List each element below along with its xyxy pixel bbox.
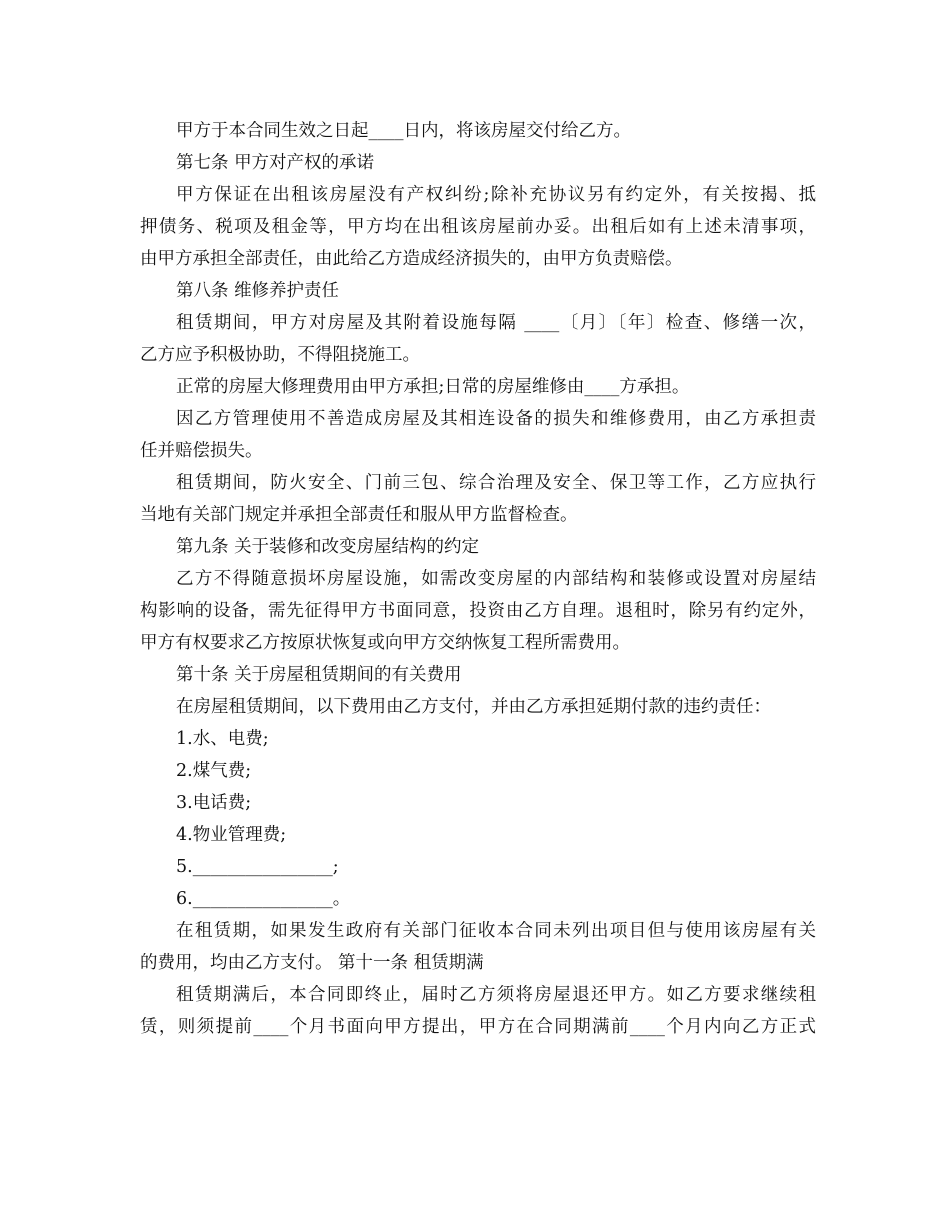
text-line: 租赁期间，甲方对房屋及其附着设施每隔 ____〔月〕〔年〕检查、修缮一次， xyxy=(176,313,816,333)
text-line: 的费用，均由乙方支付。 第十一条 租赁期满 xyxy=(140,953,484,973)
text-line: 乙方不得随意损坏房屋设施，如需改变房屋的内部结构和装修或设置对房屋结 xyxy=(176,569,816,589)
document-body xyxy=(140,115,816,1043)
text-line: 因乙方管理使用不善造成房屋及其相连设备的损失和维修费用，由乙方承担责 xyxy=(176,409,816,429)
text-line: 甲方保证在出租该房屋没有产权纠纷;除补充协议另有约定外，有关按揭、抵 xyxy=(176,185,816,205)
list-item: 5.________________; xyxy=(176,857,339,877)
list-item: 2.煤气费; xyxy=(176,761,252,781)
text-line: 甲方有权要求乙方按原状恢复或向甲方交纳恢复工程所需费用。 xyxy=(140,633,630,653)
section-heading: 第九条 关于装修和改变房屋结构的约定 xyxy=(176,537,480,557)
list-item: 4.物业管理费; xyxy=(176,825,287,845)
text-line: 在房屋租赁期间，以下费用由乙方支付，并由乙方承担延期付款的违约责任： xyxy=(176,697,771,717)
text-line: 赁，则须提前____个月书面向甲方提出，甲方在合同期满前____个月内向乙方正式 xyxy=(140,1017,816,1037)
text-line: 由甲方承担全部责任，由此给乙方造成经济损失的，由甲方负责赔偿。 xyxy=(140,249,683,269)
text-line: 任并赔偿损失。 xyxy=(140,441,263,461)
section-heading: 第七条 甲方对产权的承诺 xyxy=(176,153,375,173)
text-line: 租赁期满后，本合同即终止，届时乙方须将房屋退还甲方。如乙方要求继续租 xyxy=(176,985,816,1005)
text-line: 在租赁期，如果发生政府有关部门征收本合同未列出项目但与使用该房屋有关 xyxy=(176,921,816,941)
text-line: 押债务、税项及租金等，甲方均在出租该房屋前办妥。出租后如有上述未清事项， xyxy=(140,217,816,237)
text-line: 构影响的设备，需先征得甲方书面同意，投资由乙方自理。退租时，除另有约定外， xyxy=(140,601,816,621)
text-line: 乙方应予积极协助，不得阻挠施工。 xyxy=(140,345,420,365)
text-line: 甲方于本合同生效之日起____日内，将该房屋交付给乙方。 xyxy=(176,121,631,141)
section-heading: 第八条 维修养护责任 xyxy=(176,281,340,301)
text-line: 当地有关部门规定并承担全部责任和服从甲方监督检查。 xyxy=(140,505,578,525)
list-item: 1.水、电费; xyxy=(176,729,269,749)
text-line: 租赁期间，防火安全、门前三包、综合治理及安全、保卫等工作，乙方应执行 xyxy=(176,473,816,493)
list-item: 6.________________。 xyxy=(176,889,351,909)
text-line: 正常的房屋大修理费用由甲方承担;日常的房屋维修由____方承担。 xyxy=(176,377,690,397)
section-heading: 第十条 关于房屋租赁期间的有关费用 xyxy=(176,665,462,685)
list-item: 3.电话费; xyxy=(176,793,252,813)
